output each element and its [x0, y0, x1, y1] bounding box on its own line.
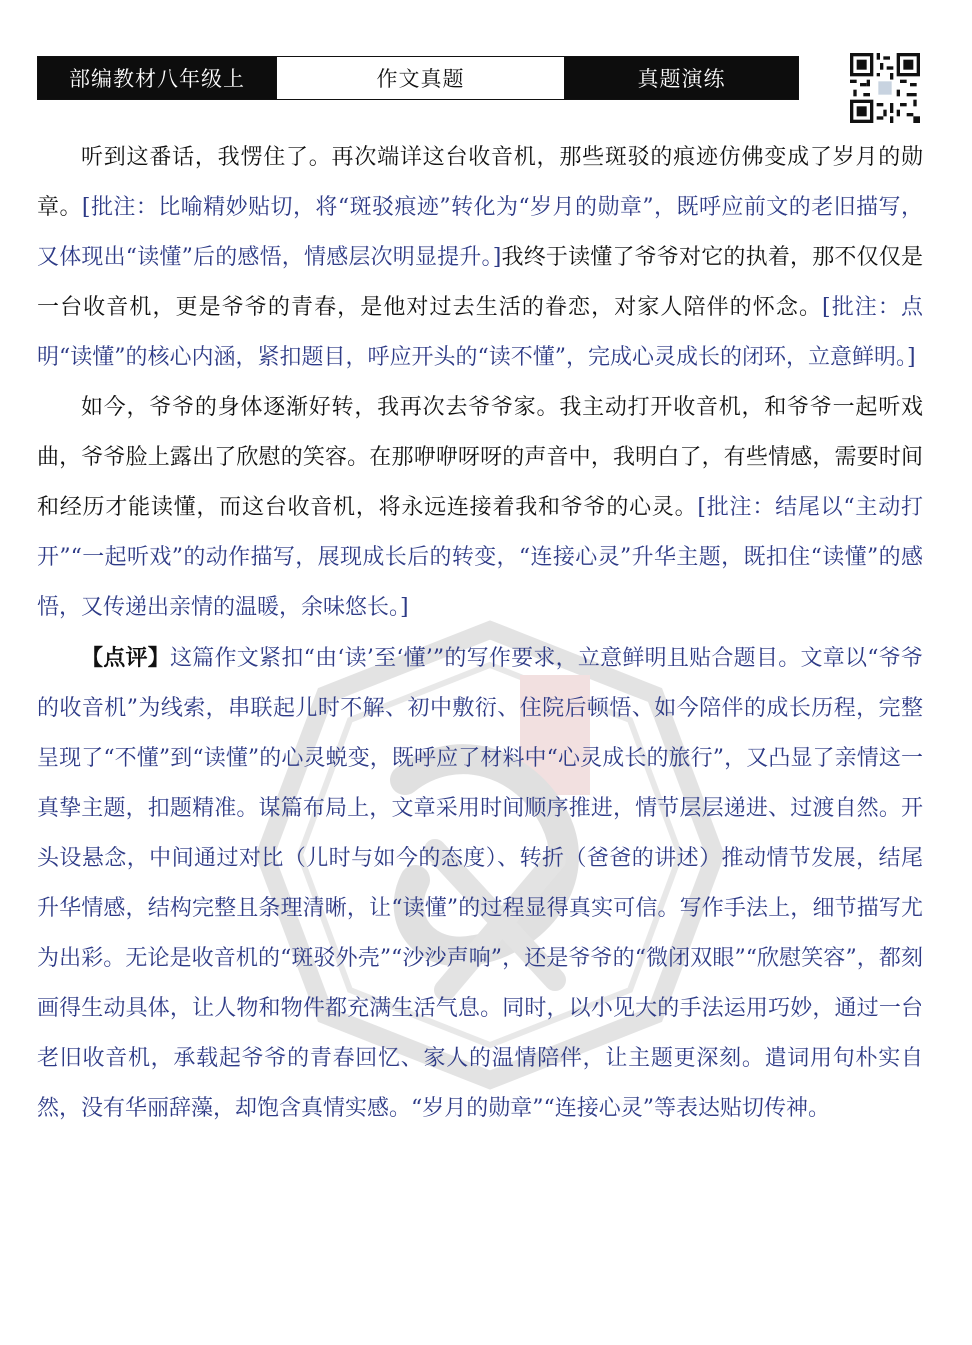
review-tag: 【点评】	[81, 645, 171, 671]
paragraph-1-text-a: 听到这番话，我愣住了。再次端详这台收音机，那些斑驳的痕迹仿佛变成了岁月的勋章。	[37, 145, 923, 220]
annotation-3: [批注：结尾以“主动打开”“一起听戏”的动作描写，展现成长后的转变，“连接心灵”升华主题，既扣住“读懂”的感悟，又传递出亲情的温暖，余味悠长。]	[37, 495, 923, 620]
header-grade-label: 部编教材八年级上	[38, 57, 276, 99]
review-text: 这篇作文紧扣“由‘读’至‘懂’”的写作要求，立意鲜明且贴合题目。文章以“爷爷的收音机”为线索，串联起儿时不解、初中敷衍、住院后顿悟、如今陪伴的成长历程，完整呈现了“不懂”到“读懂”的心灵蜕变，既呼应了材料中“心灵成长的旅行”，又凸显了亲情这一真挚主题，扣题精准。谋篇布局上，文章采用时间顺序推进，情节层层递进、过渡自然。开头设悬念，中间通过对比（儿时与如今的态度）、转折（爸爸的讲述）推动情节发展，结尾升华情感，结构完整且条理清晰，让“读懂”的过程显得真实可信。写作手法上，细节描写尤为出彩。无论是收音机的“斑驳外壳”“沙沙声响”，还是爷爷的“微闭双眼”“欣慰笑容”，都刻画得生动具体，让人物和物件都充满生活气息。同时，以小见大的手法运用巧妙，通过一台老旧收音机，承载起爷爷的青春回忆、家人的温情陪伴，让主题更深刻。遣词用句朴实自然，没有华丽辞藻，却饱含真情实感。“岁月的勋章”“连接心灵”等表达贴切传神。	[37, 646, 923, 1121]
essay-content	[37, 133, 923, 1134]
annotation-2: [批注：点明“读懂”的核心内涵，紧扣题目，呼应开头的“读不懂”，完成心灵成长的闭环，立意鲜明。]	[37, 295, 923, 370]
header-section-label: 真题演练	[565, 57, 798, 99]
header-bar	[37, 56, 799, 100]
qr-code-icon	[850, 53, 920, 123]
paragraph-1-text-b: 我终于读懂了爷爷对它的执着，那不仅仅是一台收音机，更是爷爷的青春，是他对过去生活的眷恋，对家人陪伴的怀念。	[37, 245, 923, 320]
header-title: 作文真题	[276, 57, 565, 99]
review-paragraph	[37, 633, 923, 1134]
paragraph-2-text: 如今，爷爷的身体逐渐好转，我再次去爷爷家。我主动打开收音机，和爷爷一起听戏曲，爷爷脸上露出了欣慰的笑容。在那咿咿呀呀的声音中，我明白了，有些情感，需要时间和经历才能读懂，而这台收音机，将永远连接着我和爷爷的心灵。	[37, 395, 923, 520]
paragraph-2	[37, 383, 923, 633]
annotation-1: [批注：比喻精妙贴切，将“斑驳痕迹”转化为“岁月的勋章”，既呼应前文的老旧描写，又体现出“读懂”后的感悟，情感层次明显提升。]	[37, 195, 923, 270]
paragraph-1	[37, 133, 923, 383]
